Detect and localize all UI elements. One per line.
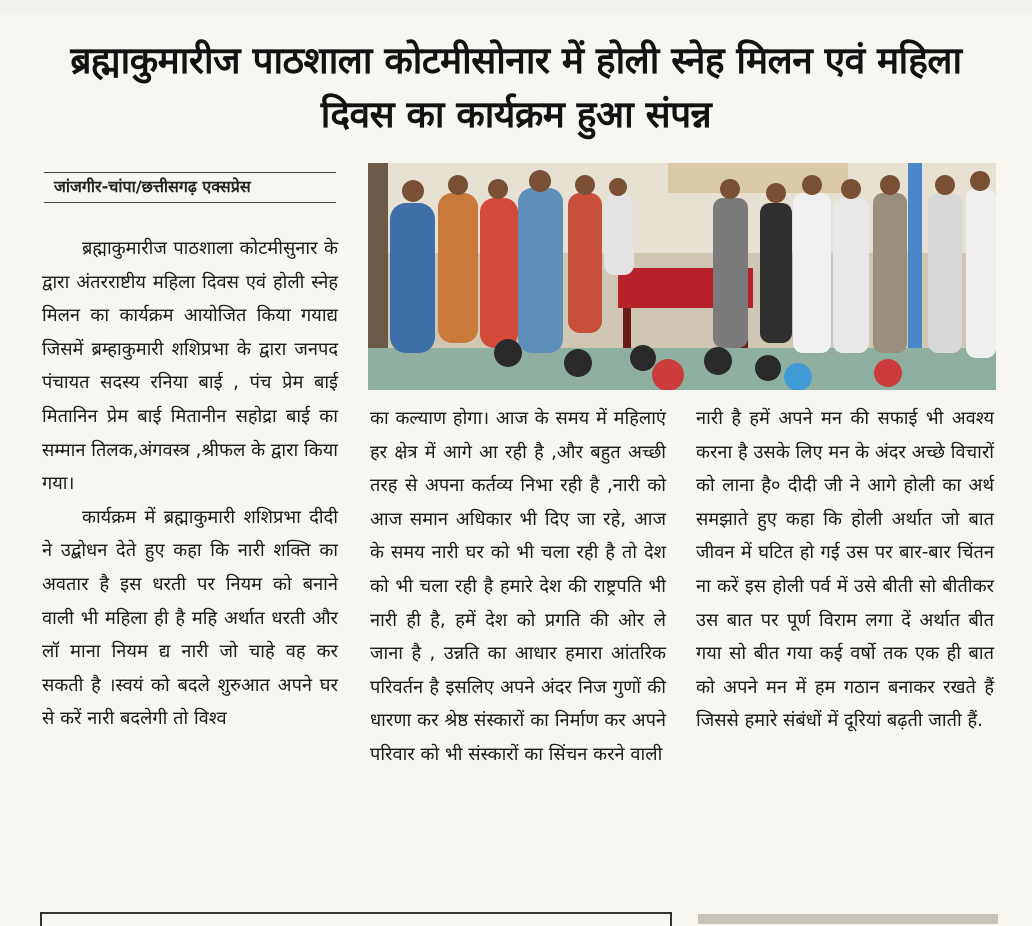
event-photo — [368, 163, 996, 390]
column-1-paragraph-1: ब्रह्माकुमारीज पाठशाला कोटमीसुनार के द्वारा अंतरराष्टीय महिला दिवस एवं होली स्नेह मिलन का कार्यक्रम आयोजित किया गयाद्य जिसमें ब्रम्हाकुमारी शशिप्रभा के द्वारा जनपद पंचायत सदस्य रनिया बाई , पंच प्रेम बाई मितानिन प्रेम बाई मितानीन सहोद्रा बाई का सम्मान तिलक,अंगवस्त्र ,श्रीफल के द्वारा किया गया। — [42, 238, 338, 495]
column-3-paragraph-1: नारी है हमें अपने मन की सफाई भी अवश्य करना है उसके लिए मन के अंदर अच्छे विचारों को लाना है० दीदी जी ने आगे होली का अर्थ समझाते हुए कहा कि होली अर्थात जो बात जीवन में घटित हो गई उस पर बार-बार चिंतन ना करें इस होली पर्व में उसे बीती सो बीतीकर उस बात पर पूर्ण विराम लगा दें अर्थात बीत गया सो बीत गया कई वर्षो तक एक ही बात को अपने मन में हम गठान बनाकर रखते हैं जिससे हमारे संबंधों में दूरियां बढ़ती जाती हैं. — [696, 408, 994, 732]
article-byline: जांजगीर-चांपा/छत्तीसगढ़ एक्सप्रेस — [44, 172, 336, 203]
article-column-3 — [696, 402, 994, 738]
column-1-paragraph-2: कार्यक्रम में ब्रह्माकुमारी शशिप्रभा दीदी ने उद्बोधन देते हुए कहा कि नारी शक्ति का अवतार है इस धरती पर नियम को बनाने वाली भी महिला ही है महि अर्थात धरती और लॉ माना नियम द्य नारी जो चाहे वह कर सकती है ।स्वयं को बदले शुरुआत अपने घर से करें नारी बदलेगी तो विश्व — [42, 506, 338, 730]
next-article-photo — [698, 914, 998, 924]
article-column-2 — [370, 402, 666, 772]
article-column-1 — [42, 232, 338, 736]
event-photo-image — [368, 163, 996, 390]
article-headline: ब्रह्माकुमारीज पाठशाला कोटमीसोनार में होली स्नेह मिलन एवं महिला दिवस का कार्यक्रम हुआ संपन्न — [70, 39, 962, 136]
column-2-paragraph-1: का कल्याण होगा। आज के समय में महिलाएं हर क्षेत्र में आगे आ रही है ,और बहुत अच्छी तरह से अपना कर्तव्य निभा रही है ,नारी को आज समान अधिकार भी दिए जा रहे, आज के समय नारी घर को भी चला रही है तो देश को भी चला रही है हमारे देश की राष्ट्रपति भी नारी ही है, हमें देश को प्रगति की ओर ले जाना है , उन्नति का आधार हमारा आंतरिक परिवर्तन है इसलिए अपने अंदर निज गुणों की धारणा कर श्रेष्ठ संस्कारों का निर्माण कर अपने परिवार को भी संस्कारों का सिंचन करने वाली — [370, 408, 666, 765]
previous-article-edge — [0, 0, 1032, 12]
